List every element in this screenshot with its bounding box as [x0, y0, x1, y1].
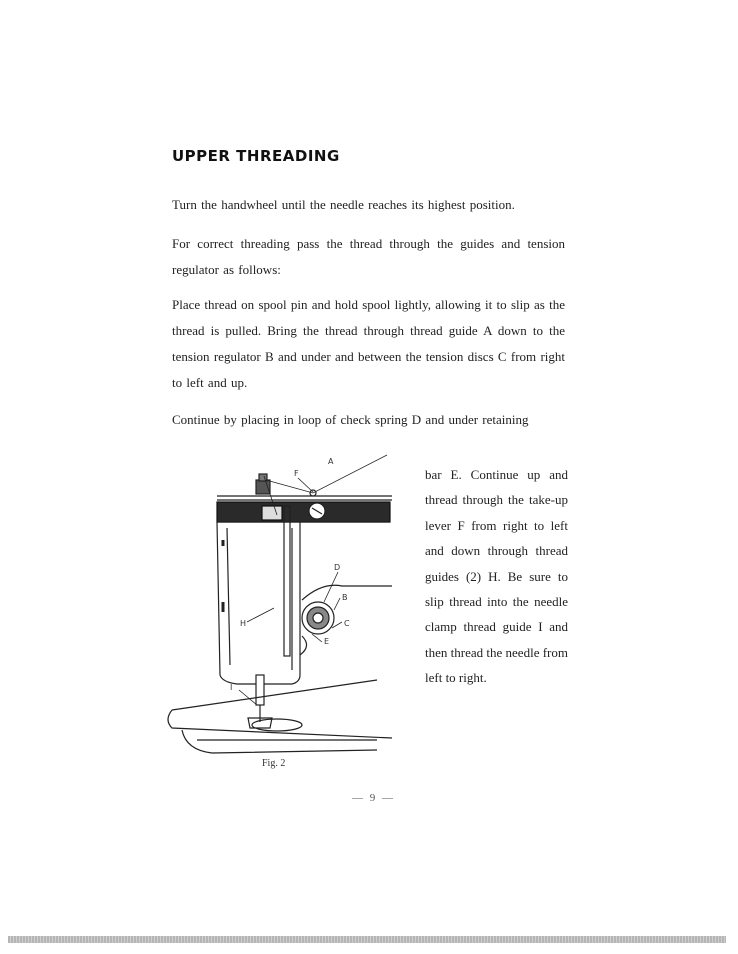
figure-label-e: E: [324, 637, 330, 646]
paragraph-spool-pin: Place thread on spool pin and hold spool lightly, allowing it to slip as the thread is pulled. Bring the thread through thread guide A down to the tension regulator B and under and between the tension discs C from right to left and up.: [172, 297, 565, 390]
sewing-machine-illustration: [162, 450, 392, 760]
scan-edge-bar: [8, 936, 726, 943]
paragraph-check-spring: Continue by placing in loop of check spring D and under retaining: [172, 412, 529, 427]
paragraph-handwheel: Turn the handwheel until the needle reaches its highest position.: [172, 197, 515, 212]
figure-label-c: C: [344, 619, 350, 628]
figure-label-h: H: [240, 619, 247, 628]
paragraph-continue-threading: bar E. Continue up and thread through the take-up lever F from right to left and down through thread guides (2) H. Be sure to slip thread into the needle clamp thread guide I and then thread the needle from left to right.: [425, 467, 568, 686]
figure-caption: Fig. 2: [262, 758, 286, 769]
figure-label-d: D: [334, 563, 341, 572]
paragraph-correct-threading: For correct threading pass the thread through the guides and tension regulator as follows:: [172, 236, 565, 277]
figure-label-a: A: [328, 457, 334, 466]
figure-label-f: F: [294, 469, 299, 478]
page-number: — 9 —: [352, 792, 395, 804]
figure-label-i: I: [230, 683, 233, 692]
figure-label-b: B: [342, 593, 348, 602]
page-title: UPPER THREADING: [172, 147, 340, 165]
